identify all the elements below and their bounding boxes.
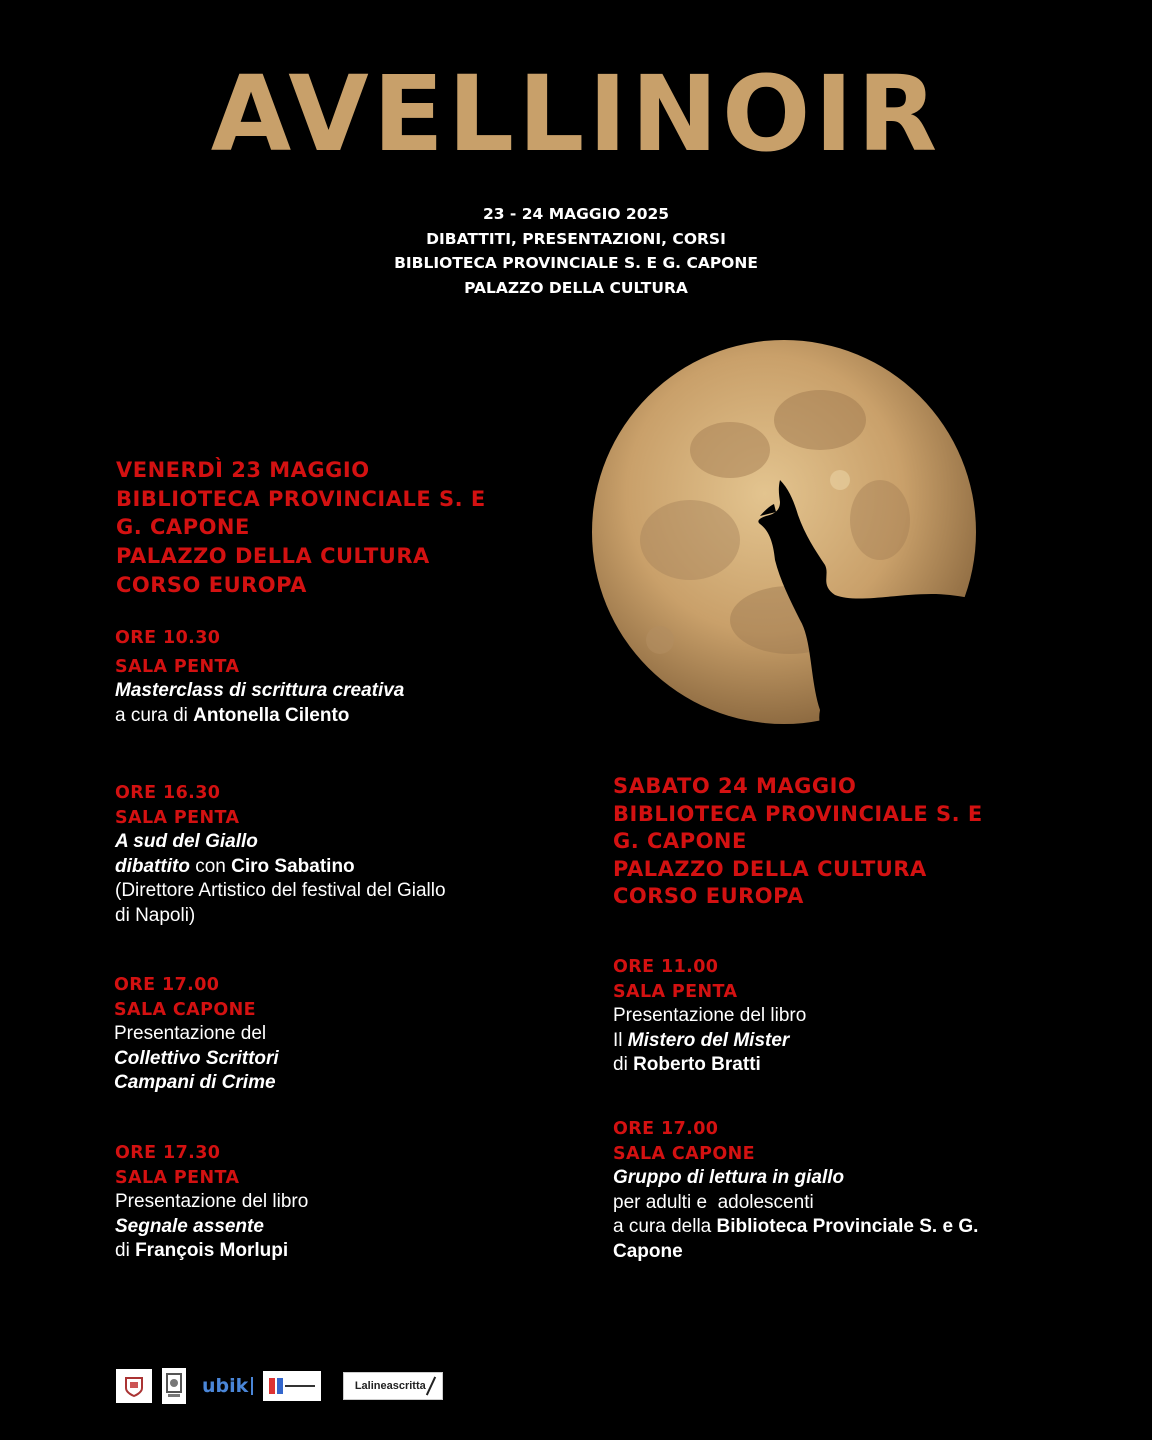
event-room: SALA PENTA <box>115 807 240 828</box>
event-friday-1700 <box>114 973 494 1096</box>
event-palace: PALAZZO DELLA CULTURA <box>464 278 688 297</box>
lalineascritta-logo <box>343 1372 443 1400</box>
friday-heading <box>116 456 486 600</box>
event-title-pre: Il <box>613 1029 628 1051</box>
event-time: ORE 17.30 <box>115 1143 221 1163</box>
event-room: SALA PENTA <box>613 981 738 1002</box>
event-dates: 23 - 24 MAGGIO 2025 <box>482 205 670 223</box>
sponsor-logos <box>116 1366 443 1406</box>
event-type: DIBATTITI, PRESENTAZIONI, CORSI <box>426 229 726 248</box>
event-person: François Morlupi <box>135 1240 289 1261</box>
event-person: Roberto Bratti <box>633 1054 761 1075</box>
event-friday-1630 <box>115 781 495 928</box>
moon-wolf-image <box>580 340 1060 740</box>
event-person: Biblioteca Provinciale S. e G. Capone <box>613 1216 979 1262</box>
event-time: ORE 17.00 <box>613 1119 719 1139</box>
friday-palace: PALAZZO DELLA CULTURA <box>116 544 430 569</box>
event-title-line1: Collettivo Scrittori <box>114 1047 279 1069</box>
event-friday-1730 <box>115 1141 495 1264</box>
event-room: SALA CAPONE <box>613 1143 756 1164</box>
festival-rule <box>285 1385 315 1387</box>
festival-bar-blue <box>277 1378 283 1394</box>
event-title: Segnale assente <box>115 1215 264 1237</box>
friday-street: CORSO EUROPA <box>116 572 307 597</box>
ubik-logo <box>202 1375 253 1397</box>
event-friday-1030 <box>115 626 495 728</box>
event-title: Gruppo di lettura in giallo <box>613 1167 845 1188</box>
provincia-crest-logo <box>162 1368 186 1404</box>
event-pre: di <box>115 1240 136 1261</box>
slash-mark <box>426 1377 436 1396</box>
page-title: AVELLINOIR <box>210 53 942 175</box>
event-title: A sud del Giallo <box>115 831 258 852</box>
event-room: SALA PENTA <box>115 1167 240 1188</box>
event-room: SALA PENTA <box>115 656 240 677</box>
saturday-palace: PALAZZO DELLA CULTURA <box>613 856 927 881</box>
friday-venue-line2: G. CAPONE <box>116 515 250 540</box>
event-info <box>0 202 1152 300</box>
saturday-date: SABATO 24 MAGGIO <box>613 774 857 798</box>
saturday-venue-line1: BIBLIOTECA PROVINCIALE S. E <box>613 801 983 826</box>
lalineascritta-logo-text: Lalineascritta <box>354 1380 426 1392</box>
event-intro: Presentazione del <box>114 1023 267 1044</box>
event-audience: per adulti e adolescenti <box>613 1191 814 1213</box>
event-room: SALA CAPONE <box>114 999 257 1020</box>
event-venue: BIBLIOTECA PROVINCIALE S. E G. CAPONE <box>394 254 758 272</box>
event-intro: Presentazione del libro <box>613 1005 807 1026</box>
event-note: (Direttore Artistico del festival del Giallo di Napoli) <box>115 880 446 926</box>
comune-crest-logo <box>116 1369 152 1403</box>
event-title: Masterclass di scrittura creativa <box>115 680 405 701</box>
event-time: ORE 16.30 <box>115 783 221 803</box>
event-person: Antonella Cilento <box>193 704 350 726</box>
event-time: ORE 17.00 <box>114 975 220 995</box>
event-saturday-1100 <box>613 955 993 1078</box>
event-title-line2: Campani di Crime <box>114 1072 276 1093</box>
event-kind: dibattito <box>115 855 190 877</box>
event-pre: di <box>613 1054 634 1075</box>
saturday-street: CORSO EUROPA <box>613 884 804 908</box>
event-intro: Presentazione del libro <box>115 1191 309 1212</box>
event-pre: a cura di <box>115 704 194 726</box>
friday-venue-line1: BIBLIOTECA PROVINCIALE S. E <box>116 486 486 511</box>
friday-date: VENERDÌ 23 MAGGIO <box>116 458 370 482</box>
event-saturday-1700 <box>613 1117 983 1264</box>
event-person: Ciro Sabatino <box>231 855 355 877</box>
ubik-divider <box>251 1377 253 1395</box>
event-title: Mistero del Mister <box>627 1029 790 1051</box>
saturday-venue-line2: G. CAPONE <box>613 829 747 853</box>
event-time: ORE 11.00 <box>613 957 719 977</box>
festival-bar-red <box>269 1378 275 1394</box>
event-con: con <box>189 855 232 877</box>
ubik-logo-text: ubik <box>202 1375 249 1397</box>
festival-logo <box>263 1371 321 1401</box>
saturday-heading <box>613 773 983 911</box>
event-time: ORE 10.30 <box>115 628 221 648</box>
event-pre: a cura della <box>613 1216 717 1237</box>
